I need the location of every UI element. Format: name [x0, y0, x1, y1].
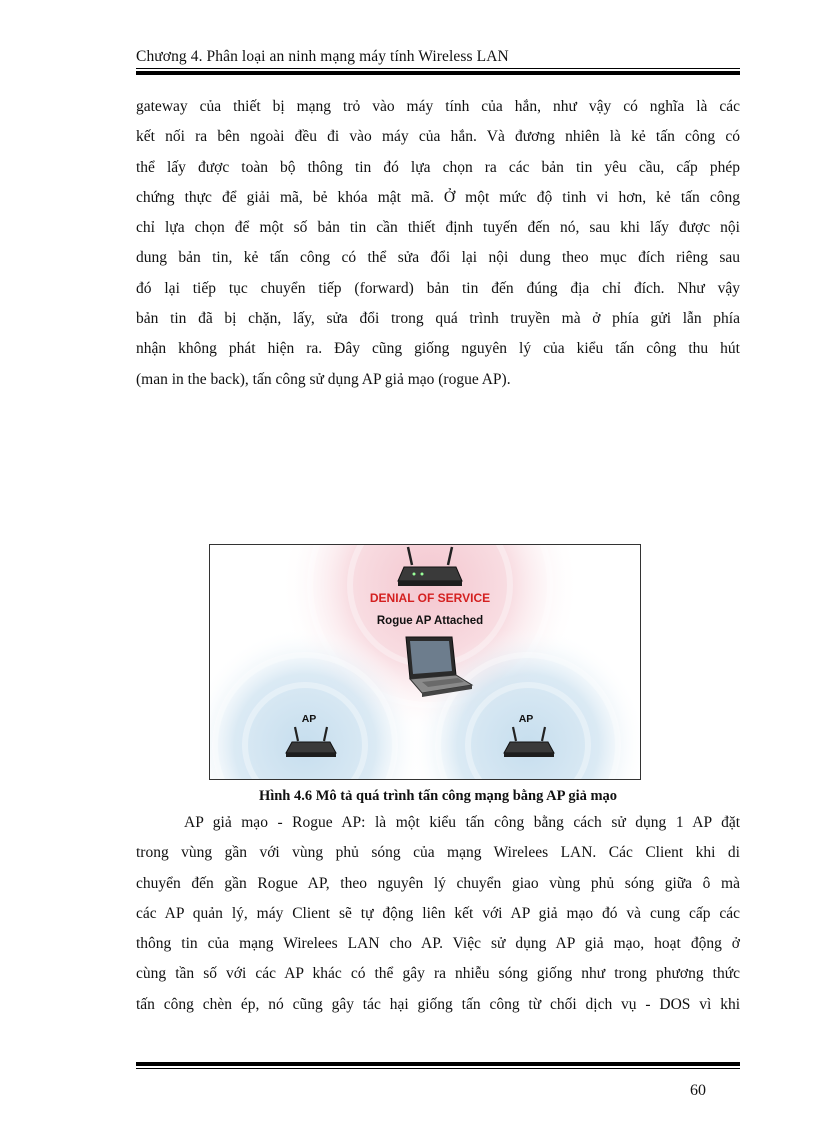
text-line: trong vùng gần với vùng phủ sóng của mạng Wirelees LAN. Các Client khi di [136, 844, 740, 862]
ap-right-label: AP [518, 713, 534, 725]
page-number: 60 [690, 1082, 706, 1099]
text-line: các AP quản lý, máy Client sẽ tự động liên kết với AP giả mạo đó và cung cấp các [136, 904, 740, 922]
footer-rule-thin [136, 1068, 740, 1069]
figure-caption: Hình 4.6 Mô tả quá trình tấn công mạng bằng AP giả mạo [258, 788, 618, 804]
text-line: kết nối ra bên ngoài đều đi vào máy của hắn. Và đương nhiên là kẻ tấn công có [136, 128, 740, 146]
text-line: AP giả mạo - Rogue AP: là một kiểu tấn công bằng cách sử dụng 1 AP đặt [184, 814, 740, 831]
text-line: chuyển đến gần Rogue AP, theo nguyên lý chuyển giao vùng phủ sóng giữa ô mà [136, 874, 740, 892]
figure-illustration [210, 545, 641, 780]
text-line: gateway của thiết bị mạng trỏ vào máy tính của hắn, như vậy có nghĩa là các [136, 98, 740, 115]
text-line: nhận không phát hiện ra. Đây cũng giống nguyên lý của kiểu tấn công thu hút [136, 340, 740, 358]
text-line: bản tin đã bị chặn, lấy, sửa đổi trong quá trình truyền mà ở phía gửi lẫn phía [136, 310, 740, 328]
footer-rule-thick [136, 1062, 740, 1066]
rogue-ap-label: Rogue AP Attached [376, 615, 484, 627]
paragraph-bottom [136, 808, 740, 1020]
text-line: đó lại tiếp tục chuyển tiếp (forward) bản tin đến đúng địa chỉ đích. Như vậy [136, 279, 740, 297]
text-line: chứng thực để giải mã, bẻ khóa mật mã. Ở một mức độ tinh vi hơn, kẻ tấn công [136, 188, 740, 206]
header-rule-thin [136, 68, 740, 69]
text-line: cùng tần số với các AP khác có thể gây ra nhiễu sóng giống như trong phương thức [136, 965, 740, 983]
text-line: tấn công chèn ép, nó cũng gây tác hại giống tấn công từ chối dịch vụ - DOS vì khi [136, 995, 740, 1013]
text-line: thể lấy được toàn bộ thông tin đó lựa chọn ra các bản tin yêu cầu, cấp phép [136, 158, 740, 176]
header-rule-thick [136, 71, 740, 75]
text-line: (man in the back), tấn công sử dụng AP giả mạo (rogue AP). [136, 370, 511, 388]
page-header: Chương 4. Phân loại an ninh mạng máy tính Wireless LAN [136, 48, 509, 65]
text-line: thông tin của mạng Wirelees LAN cho AP. Việc sử dụng AP giả mạo, hoạt động ở [136, 935, 740, 953]
figure-rogue-ap [209, 544, 641, 780]
text-line: dung bản tin, kẻ tấn công có thể sửa đổi lại nội dung theo mục đích riêng sau [136, 249, 740, 267]
text-line: chỉ lựa chọn để một số bản tin cần thiết định tuyến đến nó, sau khi lấy được nội [136, 219, 740, 237]
dos-label: DENIAL OF SERVICE [369, 591, 491, 605]
paragraph-top [136, 92, 740, 395]
ap-left-label: AP [301, 713, 317, 725]
